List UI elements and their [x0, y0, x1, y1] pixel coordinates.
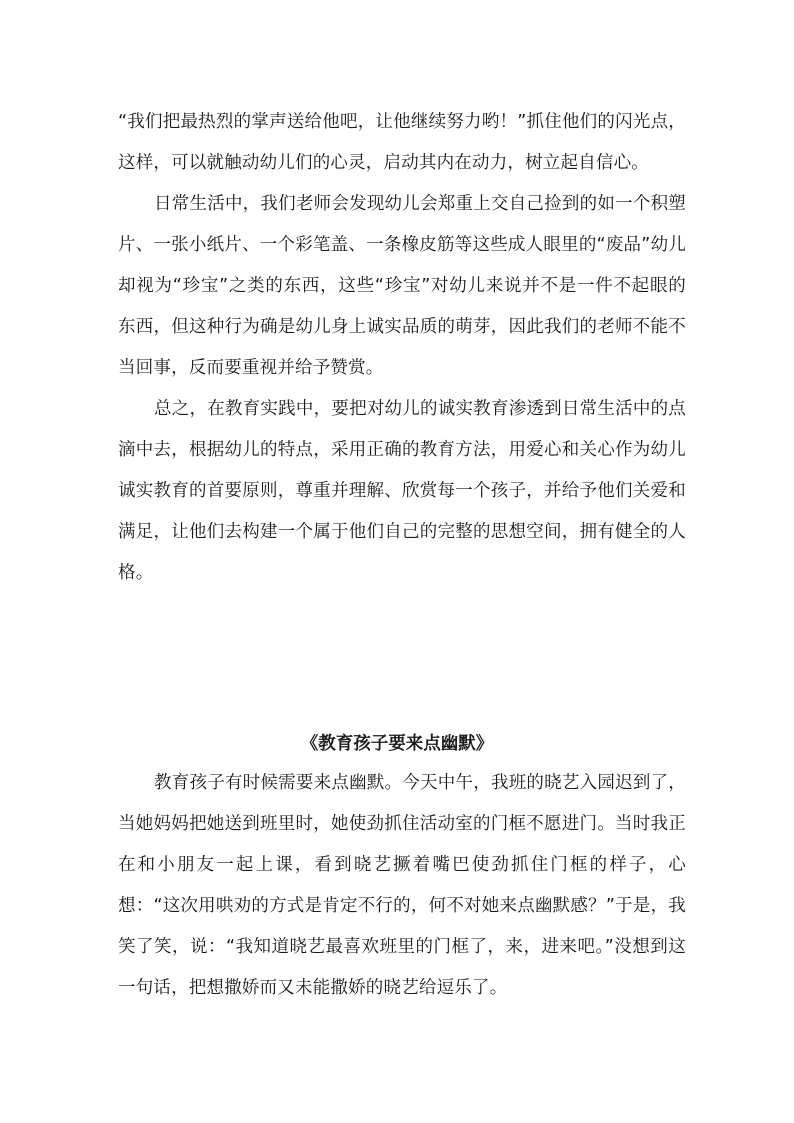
section-1-body [118, 102, 686, 594]
paragraph-conclusion: 总之，在教育实践中，要把对幼儿的诚实教育渗透到日常生活中的点滴中去，根据幼儿的特点，采用正确的教育方法，用爱心和关心作为幼儿诚实教育的首要原则，尊重并理解、欣赏每一个孩子，并给予他们关爱和满足，让他们去构建一个属于他们自己的完整的思想空间，拥有健全的人格。 [118, 399, 686, 583]
paragraph-daily-life: 日常生活中，我们老师会发现幼儿会郑重上交自己捡到的如一个积塑片、一张小纸片、一个彩笔盖、一条橡皮筋等这些成人眼里的“废品”幼儿却视为“珍宝”之类的东西，这些“珍宝”对幼儿来说并不是一件不起眼的东西，但这种行为确是幼儿身上诚实品质的萌芽，因此我们的老师不能不当回事，反而要重视并给予赞赏。 [118, 194, 686, 378]
section-2-body [118, 763, 686, 1009]
paragraph-applause: “我们把最热烈的掌声送给他吧，让他继续努力哟！”抓住他们的闪光点，这样，可以就触动幼儿们的心灵，启动其内在动力，树立起自信心。 [118, 112, 686, 173]
section-2-title: 《教育孩子要来点幽默》 [300, 734, 494, 754]
paragraph-humor-story: 教育孩子有时候需要来点幽默。今天中午，我班的晓艺入园迟到了，当她妈妈把她送到班里时，她使劲抓住活动室的门框不愿进门。当时我正在和小朋友一起上课，看到晓艺撅着嘴巴使劲抓住门框的样子，心想：“这次用哄劝的方式是肯定不行的，何不对她来点幽默感？”于是，我笑了笑，说：“我知道晓艺最喜欢班里的门框了，来，进来吧。”没想到这一句话，把想撒娇而又未能撒娇的晓艺给逗乐了。 [118, 773, 686, 998]
